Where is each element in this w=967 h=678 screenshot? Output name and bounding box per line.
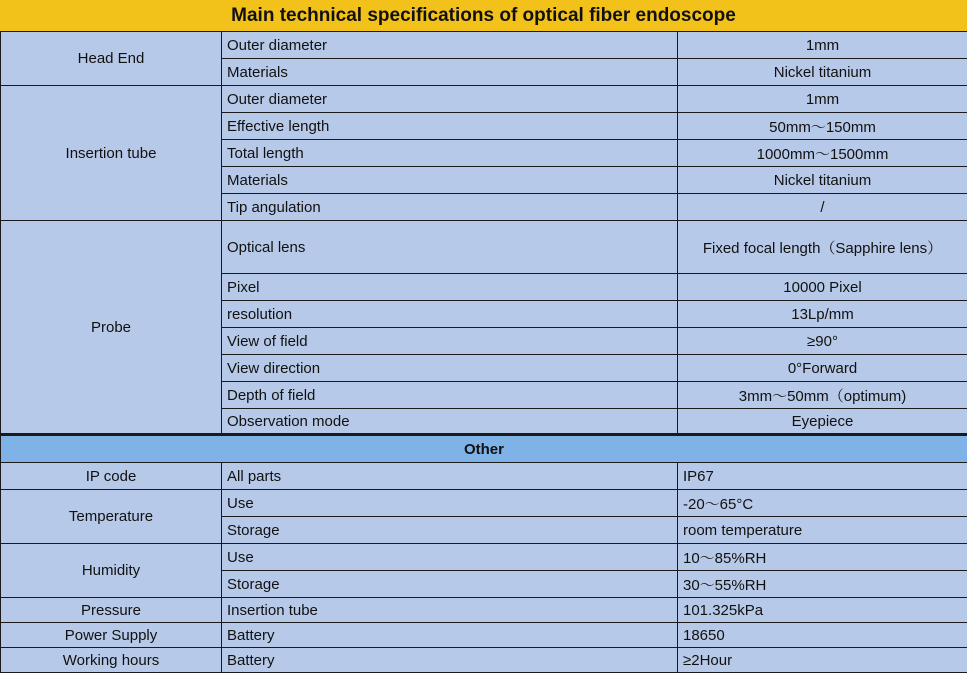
category-insertion-tube: Insertion tube (1, 86, 222, 221)
value-cell: 1000mm～1500mm (678, 140, 967, 167)
category-power-supply: Power Supply (1, 623, 222, 648)
param-cell: Outer diameter (222, 32, 678, 59)
value-cell: 30～55%RH (678, 571, 967, 598)
param-cell: Effective length (222, 113, 678, 140)
table-row (1, 544, 967, 571)
param-cell: Observation mode (222, 409, 678, 435)
param-cell: resolution (222, 301, 678, 328)
param-cell: Battery (222, 648, 678, 673)
category-pressure: Pressure (1, 598, 222, 623)
value-cell: 1mm (678, 86, 967, 113)
value-cell: room temperature (678, 517, 967, 544)
param-cell: Use (222, 544, 678, 571)
value-cell: Nickel titanium (678, 167, 967, 194)
table-row (1, 32, 967, 59)
param-cell: All parts (222, 463, 678, 490)
table-row (1, 463, 967, 490)
value-cell: 3mm～50mm（optimum) (678, 382, 967, 409)
table-row (1, 598, 967, 623)
param-cell: Materials (222, 59, 678, 86)
section-header-row (1, 435, 967, 463)
param-cell: Outer diameter (222, 86, 678, 113)
table-row (1, 86, 967, 113)
param-cell: Depth of field (222, 382, 678, 409)
page-title: Main technical specifications of optical fiber endoscope (0, 0, 967, 31)
param-cell: Total length (222, 140, 678, 167)
value-cell: 50mm～150mm (678, 113, 967, 140)
table-row (1, 648, 967, 673)
category-ip-code: IP code (1, 463, 222, 490)
category-probe: Probe (1, 221, 222, 435)
param-cell: View of field (222, 328, 678, 355)
value-cell: -20～65°C (678, 490, 967, 517)
table-row (1, 623, 967, 648)
param-cell: Storage (222, 517, 678, 544)
table-row (1, 490, 967, 517)
value-cell: 0°Forward (678, 355, 967, 382)
param-cell: Materials (222, 167, 678, 194)
other-section-header: Other (1, 435, 967, 463)
category-head-end: Head End (1, 32, 222, 86)
value-cell: IP67 (678, 463, 967, 490)
value-cell: Eyepiece (678, 409, 967, 435)
value-cell: 18650 (678, 623, 967, 648)
value-cell: 10～85%RH (678, 544, 967, 571)
value-cell: ≥2Hour (678, 648, 967, 673)
param-cell: Optical lens (222, 221, 678, 274)
value-cell: 13Lp/mm (678, 301, 967, 328)
param-cell: Battery (222, 623, 678, 648)
param-cell: Pixel (222, 274, 678, 301)
table-row (1, 221, 967, 274)
category-temperature: Temperature (1, 490, 222, 544)
spec-table (0, 31, 967, 673)
category-working-hours: Working hours (1, 648, 222, 673)
category-humidity: Humidity (1, 544, 222, 598)
value-cell: / (678, 194, 967, 221)
value-cell: 10000 Pixel (678, 274, 967, 301)
param-cell: Tip angulation (222, 194, 678, 221)
param-cell: Use (222, 490, 678, 517)
param-cell: View direction (222, 355, 678, 382)
value-cell: 1mm (678, 32, 967, 59)
param-cell: Storage (222, 571, 678, 598)
param-cell: Insertion tube (222, 598, 678, 623)
value-cell: Fixed focal length（Sapphire lens） (678, 221, 967, 274)
value-cell: 101.325kPa (678, 598, 967, 623)
value-cell: Nickel titanium (678, 59, 967, 86)
value-cell: ≥90° (678, 328, 967, 355)
